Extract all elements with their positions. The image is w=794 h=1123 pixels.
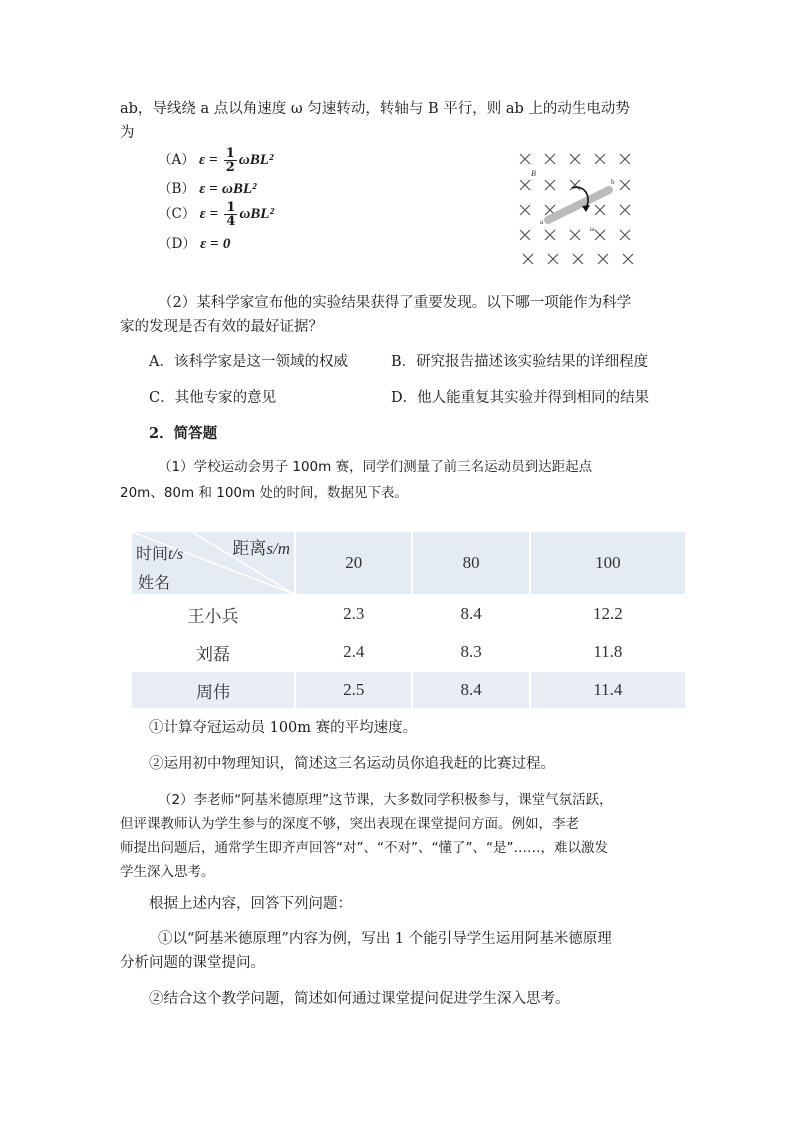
- archimedes-task-2: ②结合这个教学问题，简述如何通过课堂提问促进学生深入思考。: [149, 991, 570, 1007]
- omega-label: ω: [590, 225, 595, 233]
- q1-option-b-label: （B）: [158, 181, 195, 197]
- time-cell: 2.4: [295, 633, 412, 671]
- q1-option-a-expr: ωBL²: [238, 152, 274, 168]
- table-row: [132, 671, 685, 708]
- q2-option-a: A．该科学家是这一领域的权威: [149, 354, 348, 370]
- q1-stem-line2: 为: [120, 125, 135, 141]
- time-cell: 12.2: [530, 595, 685, 633]
- q1-option-c-fraction: $\frac{1}{4}$: [226, 200, 236, 229]
- point-a-label: a: [540, 218, 544, 226]
- q1-option-a-fraction: $\frac{1}{2}$: [225, 146, 235, 175]
- archimedes-task-1: [120, 927, 680, 975]
- archimedes-prompt: 根据上述内容，回答下列问题：: [149, 896, 352, 912]
- q1-option-c-lhs: ε =: [199, 206, 219, 222]
- archimedes-task-1-line2: 分析问题的课堂提问。: [120, 955, 265, 971]
- magnetic-field-figure: [512, 148, 642, 270]
- q2-stem-line2: 家的发现是否有效的最好证据？: [120, 319, 323, 335]
- table-corner-cell: [132, 532, 295, 595]
- q2-stem: [120, 291, 680, 339]
- race-task-2: ②运用初中物理知识，简述这三名运动员你追我赶的比赛过程。: [149, 756, 555, 772]
- q1-option-c: [158, 201, 274, 228]
- q1-stem-line1: ab，导线绕 a 点以角速度 ω 匀速转动，转轴与 B 平行，则 ab 上的动生电动势: [120, 101, 630, 117]
- column-header: 20: [295, 532, 412, 595]
- archimedes-line4: 学生深入思考。: [120, 864, 215, 880]
- race-intro-line1: （1）学校运动会男子 100m 赛，同学们测量了前三名运动员到达距起点: [158, 459, 593, 475]
- conductor-rod: [548, 190, 609, 220]
- q1-stem: [120, 97, 680, 145]
- race-task-1: ①计算夺冠运动员 100m 赛的平均速度。: [149, 720, 418, 736]
- q1-option-a-label: （A）: [158, 152, 195, 168]
- q1-option-d-lhs: ε =: [200, 236, 219, 252]
- table-row: [132, 595, 685, 633]
- q1-option-d-label: （D）: [158, 236, 196, 252]
- q1-option-a: [158, 147, 273, 174]
- q1-option-d-expr: 0: [222, 236, 231, 252]
- table-header-row: [132, 532, 685, 595]
- archimedes-line1: （2）李老师“阿基米德原理”这节课，大多数同学积极参与，课堂气氛活跃，: [158, 792, 613, 808]
- time-cell: 2.3: [295, 595, 412, 633]
- header-name: 姓名: [138, 573, 171, 592]
- runner-name: 周伟: [132, 671, 295, 708]
- archimedes-line2: 但评课教师认为学生参与的深度不够，突出表现在课堂提问方面。例如，李老: [120, 816, 579, 832]
- column-header: 80: [412, 532, 529, 595]
- field-label-b: B: [531, 169, 536, 178]
- time-cell: 11.8: [530, 633, 685, 671]
- point-b-label: b: [611, 178, 615, 186]
- q1-option-d: [158, 232, 230, 253]
- q1-option-a-lhs: ε =: [199, 152, 218, 168]
- q2-option-c: C．其他专家的意见: [149, 390, 277, 406]
- q1-option-c-expr: ωBL²: [239, 206, 274, 222]
- time-cell: 8.4: [412, 671, 529, 708]
- runner-name: 王小兵: [132, 595, 295, 633]
- race-intro-line2: 20m、80m 和 100m 处的时间，数据见下表。: [120, 485, 408, 501]
- time-cell: 2.5: [295, 671, 412, 708]
- q2-option-b: B．研究报告描述该实验结果的详细程度: [391, 354, 649, 370]
- q1-option-b: [158, 177, 256, 198]
- race-intro: [120, 454, 680, 506]
- archimedes-task-1-line1: ①以“阿基米德原理”内容为例，写出 1 个能引导学生运用阿基米德原理: [158, 931, 612, 947]
- q2-stem-line1: （2）某科学家宣布他的实验结果获得了重要发现。以下哪一项能作为科学: [158, 295, 632, 311]
- time-cell: 11.4: [530, 671, 685, 708]
- q1-option-b-lhs: ε =: [199, 181, 218, 197]
- section-title: 2．简答题: [149, 425, 218, 442]
- table-row: [132, 633, 685, 671]
- archimedes-paragraph: [120, 788, 680, 884]
- race-times-table: [132, 532, 685, 708]
- header-time: 时间t/s: [136, 544, 184, 563]
- q1-option-c-label: （C）: [158, 206, 196, 222]
- time-cell: 8.3: [412, 633, 529, 671]
- rotation-arrowhead: [582, 205, 590, 212]
- runner-name: 刘磊: [132, 633, 295, 671]
- q1-option-b-expr: ωBL²: [221, 181, 257, 197]
- q2-option-d: D．他人能重复其实验并得到相同的结果: [391, 390, 650, 406]
- column-header: 100: [530, 532, 685, 595]
- archimedes-line3: 师提出问题后，通常学生即齐声回答“对”、“不对”、“懂了”、“是”……，难以激发: [120, 840, 608, 856]
- time-cell: 8.4: [412, 595, 529, 633]
- header-distance: 距离s/m: [232, 539, 290, 559]
